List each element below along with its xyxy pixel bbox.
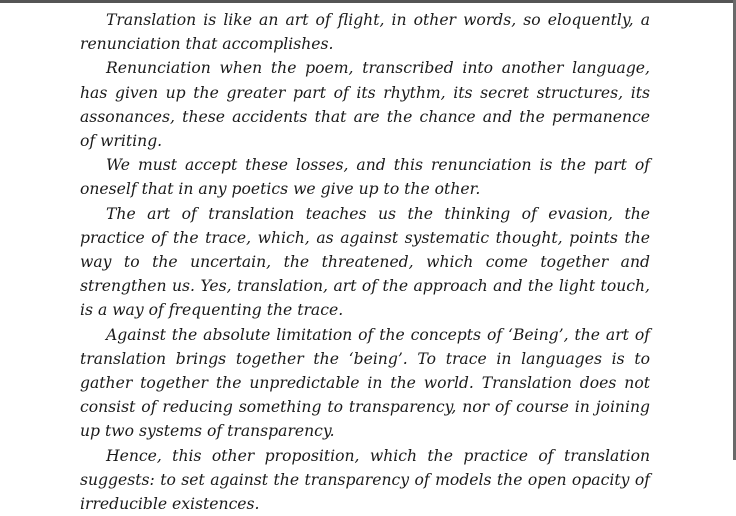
paragraph-4: The art of translation teaches us the thinking of evasion, the practice of the trace, which, as against systematic thought, points the way to the uncertain, the threatened, which come together and strengthen us. Yes, translation, art of the approach and the light touch, is a way of frequenting the trace.: [80, 204, 650, 320]
paragraph-3: We must accept these losses, and this renunciation is the part of oneself that in any poetics we give up to the other.: [80, 156, 650, 199]
paragraph-6: Hence, this other proposition, which the practice of translation suggests: to set against the transparency of models the open opacity of irreducible existences.: [80, 446, 650, 514]
paragraph-1: Translation is like an art of flight, in other words, so eloquently, a renunciation that accomplishes.: [80, 11, 650, 54]
document-body: [80, 8, 650, 516]
paragraph-2: Renunciation when the poem, transcribed into another language, has given up the greater part of its rhythm, its secret structures, its assonances, these accidents that are the chance and the permanence of writing.: [80, 59, 650, 151]
top-border-rule: [0, 0, 736, 3]
paragraph-5: Against the absolute limitation of the concepts of ‘Being’, the art of translation brings together the ‘being’. To trace in languages is to gather together the unpredictable in the world. Translation does not consist of reducing something to transparency, nor of course in joining up two systems of transparency.: [80, 325, 650, 441]
